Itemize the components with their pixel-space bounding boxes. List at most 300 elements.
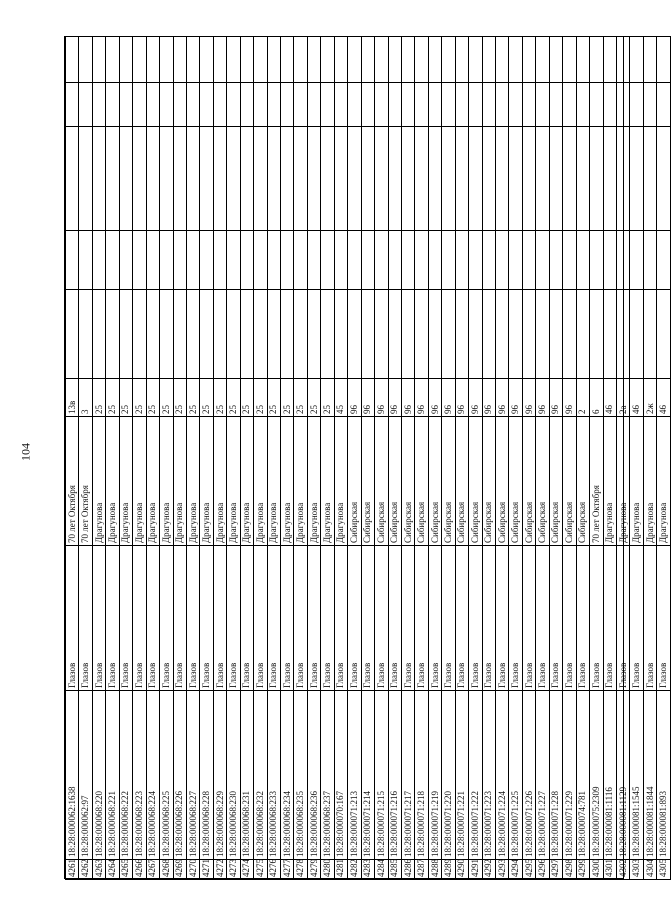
house-number: 96: [361, 379, 374, 417]
house-number: 13в: [66, 379, 79, 417]
empty-cell: [66, 231, 79, 290]
empty-cell: [240, 83, 253, 127]
empty-cell: [469, 37, 482, 83]
registry-table-frame: [64, 36, 668, 879]
street-cell: Драгунова: [294, 417, 307, 546]
empty-cell: [482, 37, 495, 83]
street-cell: Драгунова: [603, 417, 616, 546]
empty-cell: [428, 127, 441, 231]
empty-cell: [361, 37, 374, 83]
empty-cell: [361, 127, 374, 231]
empty-cell: [415, 127, 428, 231]
house-number: 96: [428, 379, 441, 417]
table-row: [213, 37, 226, 880]
empty-cell: [616, 290, 629, 379]
table-row: [348, 37, 361, 880]
empty-cell: [321, 83, 334, 127]
table-row: [388, 37, 401, 880]
empty-cell: [119, 83, 132, 127]
empty-cell: [603, 127, 616, 231]
empty-cell: [643, 231, 656, 290]
row-number: 4270: [186, 860, 199, 880]
empty-cell: [119, 231, 132, 290]
house-number: 25: [321, 379, 334, 417]
empty-cell: [549, 290, 562, 379]
row-number: 4261: [66, 860, 79, 880]
table-row: [428, 37, 441, 880]
empty-cell: [496, 37, 509, 83]
empty-cell: [509, 83, 522, 127]
empty-cell: [294, 127, 307, 231]
city-cell: Глазов: [657, 546, 670, 691]
table-row: [267, 37, 280, 880]
empty-cell: [442, 83, 455, 127]
house-number: 25: [281, 379, 294, 417]
empty-cell: [657, 231, 670, 290]
street-cell: Драгунова: [200, 417, 213, 546]
row-number: 4299: [576, 860, 589, 880]
empty-cell: [119, 127, 132, 231]
empty-cell: [200, 127, 213, 231]
table-row: [92, 37, 105, 880]
empty-cell: [388, 231, 401, 290]
empty-cell: [348, 290, 361, 379]
house-number: 25: [186, 379, 199, 417]
empty-cell: [415, 37, 428, 83]
empty-cell: [388, 290, 401, 379]
empty-cell: [213, 231, 226, 290]
cadastral-number: 18:28:000068:221: [106, 691, 119, 860]
cadastral-number: 18:28:000070:167: [334, 691, 347, 860]
empty-cell: [616, 83, 629, 127]
empty-cell: [576, 290, 589, 379]
empty-cell: [200, 231, 213, 290]
cadastral-number: 18:28:000071:216: [388, 691, 401, 860]
empty-cell: [307, 127, 320, 231]
city-cell: Глазов: [428, 546, 441, 691]
empty-cell: [522, 231, 535, 290]
table-row: [361, 37, 374, 880]
street-cell: Драгунова: [146, 417, 159, 546]
house-number: 25: [146, 379, 159, 417]
city-cell: Глазов: [616, 546, 629, 691]
street-cell: Драгунова: [281, 417, 294, 546]
house-number: 96: [509, 379, 522, 417]
empty-cell: [522, 290, 535, 379]
empty-cell: [267, 83, 280, 127]
empty-cell: [321, 37, 334, 83]
cadastral-number: 18:28:000071:224: [496, 691, 509, 860]
empty-cell: [375, 290, 388, 379]
empty-cell: [240, 127, 253, 231]
empty-cell: [186, 37, 199, 83]
row-number: 4302: [616, 860, 629, 880]
empty-cell: [160, 231, 173, 290]
house-number: 2: [576, 379, 589, 417]
cadastral-number: 18:28:000081:1129: [616, 691, 629, 860]
city-cell: Глазов: [576, 546, 589, 691]
empty-cell: [79, 37, 92, 83]
street-cell: Сибирская: [509, 417, 522, 546]
empty-cell: [227, 127, 240, 231]
empty-cell: [630, 83, 643, 127]
empty-cell: [200, 83, 213, 127]
empty-cell: [119, 290, 132, 379]
empty-cell: [66, 127, 79, 231]
empty-cell: [563, 83, 576, 127]
empty-cell: [482, 83, 495, 127]
cadastral-number: 18:28:000081:893: [657, 691, 670, 860]
table-row: [455, 37, 468, 880]
street-cell: Драгунова: [240, 417, 253, 546]
table-row: [616, 37, 629, 880]
empty-cell: [348, 37, 361, 83]
street-cell: Драгунова: [334, 417, 347, 546]
table-row: [603, 37, 616, 880]
street-cell: Драгунова: [160, 417, 173, 546]
row-number: 4276: [267, 860, 280, 880]
empty-cell: [549, 83, 562, 127]
empty-cell: [321, 127, 334, 231]
empty-cell: [254, 83, 267, 127]
empty-cell: [146, 37, 159, 83]
empty-cell: [603, 290, 616, 379]
city-cell: Глазов: [146, 546, 159, 691]
table-row: [522, 37, 535, 880]
cadastral-number: 18:28:000071:225: [509, 691, 522, 860]
city-cell: Глазов: [200, 546, 213, 691]
cadastral-number: 18:28:000068:226: [173, 691, 186, 860]
row-number: 4264: [106, 860, 119, 880]
city-cell: Глазов: [106, 546, 119, 691]
table-row: [549, 37, 562, 880]
city-cell: Глазов: [388, 546, 401, 691]
empty-cell: [576, 37, 589, 83]
street-cell: Драгунова: [227, 417, 240, 546]
row-number: 4295: [522, 860, 535, 880]
city-cell: Глазов: [186, 546, 199, 691]
house-number: 6: [590, 379, 603, 417]
row-number: 4289: [442, 860, 455, 880]
empty-cell: [482, 127, 495, 231]
row-number: 4293: [496, 860, 509, 880]
empty-cell: [254, 127, 267, 231]
empty-cell: [321, 231, 334, 290]
cadastral-number: 18:28:000071:215: [375, 691, 388, 860]
cadastral-number: 18:28:000068:237: [321, 691, 334, 860]
empty-cell: [133, 83, 146, 127]
empty-cell: [469, 127, 482, 231]
empty-cell: [428, 290, 441, 379]
cadastral-number: 18:28:000071:226: [522, 691, 535, 860]
empty-cell: [415, 83, 428, 127]
street-cell: Драгунова: [321, 417, 334, 546]
cadastral-number: 18:28:000068:222: [119, 691, 132, 860]
city-cell: Глазов: [603, 546, 616, 691]
empty-cell: [522, 127, 535, 231]
empty-cell: [442, 290, 455, 379]
house-number: 96: [563, 379, 576, 417]
cadastral-number: 18:28:000075:2309: [590, 691, 603, 860]
empty-cell: [334, 83, 347, 127]
street-cell: Драгунова: [186, 417, 199, 546]
empty-cell: [536, 83, 549, 127]
empty-cell: [375, 127, 388, 231]
house-number: 2ж: [643, 379, 656, 417]
empty-cell: [281, 290, 294, 379]
city-cell: Глазов: [119, 546, 132, 691]
city-cell: Глазов: [496, 546, 509, 691]
cadastral-number: 18:28:000081:1844: [643, 691, 656, 860]
empty-cell: [348, 231, 361, 290]
empty-cell: [66, 37, 79, 83]
cadastral-number: 18:28:000068:223: [133, 691, 146, 860]
house-number: 96: [482, 379, 495, 417]
empty-cell: [590, 231, 603, 290]
table-row: [375, 37, 388, 880]
empty-cell: [254, 37, 267, 83]
street-cell: Сибирская: [549, 417, 562, 546]
row-number: 4271: [200, 860, 213, 880]
row-number: 4285: [388, 860, 401, 880]
house-number: 96: [549, 379, 562, 417]
house-number: 25: [160, 379, 173, 417]
empty-cell: [469, 231, 482, 290]
cadastral-number: 18:28:000068:234: [281, 691, 294, 860]
row-number: 4269: [173, 860, 186, 880]
row-number: 4305: [657, 860, 670, 880]
empty-cell: [66, 290, 79, 379]
house-number: 25: [227, 379, 240, 417]
street-cell: Драгунова: [213, 417, 226, 546]
table-row: [469, 37, 482, 880]
city-cell: Глазов: [240, 546, 253, 691]
empty-cell: [657, 37, 670, 83]
cadastral-number: 18:28:000071:213: [348, 691, 361, 860]
street-cell: 70 лет Октября: [79, 417, 92, 546]
city-cell: Глазов: [254, 546, 267, 691]
empty-cell: [442, 231, 455, 290]
cadastral-number: 18:28:000071:218: [415, 691, 428, 860]
empty-cell: [496, 127, 509, 231]
city-cell: Глазов: [590, 546, 603, 691]
empty-cell: [173, 37, 186, 83]
empty-cell: [160, 127, 173, 231]
empty-cell: [361, 290, 374, 379]
street-cell: Сибирская: [469, 417, 482, 546]
cadastral-number: 18:28:000074:781: [576, 691, 589, 860]
empty-cell: [160, 290, 173, 379]
empty-cell: [334, 127, 347, 231]
table-row: [321, 37, 334, 880]
table-row: [119, 37, 132, 880]
empty-cell: [348, 127, 361, 231]
city-cell: Глазов: [401, 546, 414, 691]
empty-cell: [496, 231, 509, 290]
empty-cell: [307, 290, 320, 379]
empty-cell: [92, 231, 105, 290]
empty-cell: [536, 290, 549, 379]
house-number: 96: [375, 379, 388, 417]
street-cell: Сибирская: [563, 417, 576, 546]
empty-cell: [522, 83, 535, 127]
row-number: 4274: [240, 860, 253, 880]
empty-cell: [173, 231, 186, 290]
table-row: [630, 37, 643, 880]
row-number: 4265: [119, 860, 132, 880]
table-row: [657, 37, 670, 880]
street-cell: Драгунова: [92, 417, 105, 546]
empty-cell: [254, 290, 267, 379]
registry-table-body: [66, 37, 671, 880]
empty-cell: [428, 231, 441, 290]
city-cell: Глазов: [173, 546, 186, 691]
street-cell: Драгунова: [133, 417, 146, 546]
street-cell: Драгунова: [119, 417, 132, 546]
empty-cell: [415, 231, 428, 290]
empty-cell: [401, 231, 414, 290]
row-number: 4280: [321, 860, 334, 880]
empty-cell: [603, 83, 616, 127]
empty-cell: [616, 37, 629, 83]
street-cell: Сибирская: [536, 417, 549, 546]
cadastral-number: 18:28:000071:227: [536, 691, 549, 860]
empty-cell: [334, 290, 347, 379]
city-cell: Глазов: [348, 546, 361, 691]
cadastral-number: 18:28:000071:222: [469, 691, 482, 860]
street-cell: Сибирская: [388, 417, 401, 546]
empty-cell: [657, 127, 670, 231]
empty-cell: [509, 231, 522, 290]
empty-cell: [106, 127, 119, 231]
house-number: 25: [307, 379, 320, 417]
table-row: [307, 37, 320, 880]
table-row: [576, 37, 589, 880]
city-cell: Глазов: [79, 546, 92, 691]
empty-cell: [616, 127, 629, 231]
empty-cell: [173, 290, 186, 379]
empty-cell: [281, 83, 294, 127]
row-number: 4294: [509, 860, 522, 880]
empty-cell: [415, 290, 428, 379]
row-number: 4298: [563, 860, 576, 880]
empty-cell: [549, 127, 562, 231]
city-cell: Глазов: [482, 546, 495, 691]
empty-cell: [254, 231, 267, 290]
row-number: 4277: [281, 860, 294, 880]
empty-cell: [321, 290, 334, 379]
empty-cell: [66, 83, 79, 127]
row-number: 4268: [160, 860, 173, 880]
cadastral-number: 18:28:000071:217: [401, 691, 414, 860]
cadastral-number: 18:28:000062:1638: [66, 691, 79, 860]
cadastral-number: 18:28:000068:232: [254, 691, 267, 860]
cadastral-number: 18:28:000068:230: [227, 691, 240, 860]
empty-cell: [267, 37, 280, 83]
empty-cell: [227, 290, 240, 379]
city-cell: Глазов: [522, 546, 535, 691]
empty-cell: [92, 37, 105, 83]
empty-cell: [186, 290, 199, 379]
empty-cell: [549, 37, 562, 83]
table-row: [106, 37, 119, 880]
table-row: [294, 37, 307, 880]
empty-cell: [227, 37, 240, 83]
row-number: 4262: [79, 860, 92, 880]
empty-cell: [334, 37, 347, 83]
street-cell: Драгунова: [657, 417, 670, 546]
empty-cell: [106, 37, 119, 83]
street-cell: Сибирская: [415, 417, 428, 546]
empty-cell: [455, 231, 468, 290]
house-number: 96: [522, 379, 535, 417]
table-row: [186, 37, 199, 880]
street-cell: Сибирская: [482, 417, 495, 546]
street-cell: Сибирская: [455, 417, 468, 546]
row-number: 4263: [92, 860, 105, 880]
empty-cell: [563, 127, 576, 231]
empty-cell: [267, 127, 280, 231]
empty-cell: [576, 83, 589, 127]
empty-cell: [133, 231, 146, 290]
house-number: 96: [496, 379, 509, 417]
empty-cell: [267, 231, 280, 290]
empty-cell: [294, 37, 307, 83]
table-row: [442, 37, 455, 880]
empty-cell: [576, 231, 589, 290]
city-cell: Глазов: [630, 546, 643, 691]
street-cell: Драгунова: [173, 417, 186, 546]
empty-cell: [146, 83, 159, 127]
empty-cell: [509, 37, 522, 83]
street-cell: Драгунова: [307, 417, 320, 546]
street-cell: Драгунова: [630, 417, 643, 546]
empty-cell: [173, 127, 186, 231]
rotated-table-container: [65, 37, 668, 880]
city-cell: Глазов: [281, 546, 294, 691]
street-cell: Сибирская: [522, 417, 535, 546]
empty-cell: [603, 37, 616, 83]
cadastral-number: 18:28:000071:229: [563, 691, 576, 860]
empty-cell: [200, 37, 213, 83]
empty-cell: [375, 83, 388, 127]
table-row: [146, 37, 159, 880]
house-number: 96: [388, 379, 401, 417]
table-row: [415, 37, 428, 880]
table-row: [496, 37, 509, 880]
cadastral-number: 18:28:000071:219: [428, 691, 441, 860]
empty-cell: [442, 37, 455, 83]
house-number: 46: [603, 379, 616, 417]
empty-cell: [375, 37, 388, 83]
empty-cell: [281, 231, 294, 290]
cadastral-number: 18:28:000071:214: [361, 691, 374, 860]
street-cell: Сибирская: [348, 417, 361, 546]
empty-cell: [146, 231, 159, 290]
row-number: 4287: [415, 860, 428, 880]
row-number: 4296: [536, 860, 549, 880]
cadastral-number: 18:28:000068:235: [294, 691, 307, 860]
table-row: [133, 37, 146, 880]
cadastral-number: 18:28:000071:220: [442, 691, 455, 860]
row-number: 4303: [630, 860, 643, 880]
city-cell: Глазов: [307, 546, 320, 691]
empty-cell: [509, 127, 522, 231]
city-cell: Глазов: [133, 546, 146, 691]
table-row: [536, 37, 549, 880]
cadastral-number: 18:28:000068:228: [200, 691, 213, 860]
table-row: [227, 37, 240, 880]
